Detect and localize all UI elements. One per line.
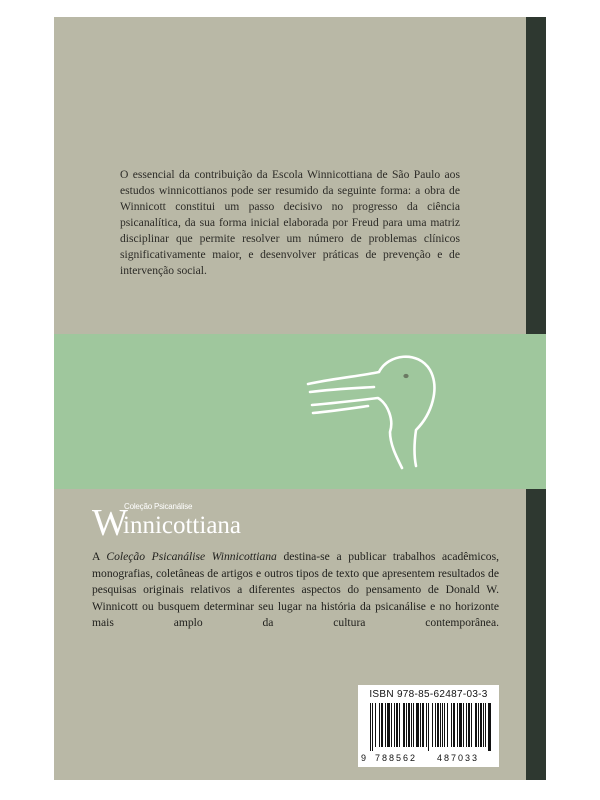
isbn-barcode	[358, 685, 499, 767]
logo-wordmark: innicottiana	[123, 512, 242, 539]
back-cover	[54, 17, 546, 780]
green-band	[54, 334, 546, 489]
collection-paragraph	[92, 549, 499, 632]
isbn-label: ISBN 978-85-62487-03-3	[369, 689, 488, 700]
logo-subtitle: Coleção Psicanálise	[124, 502, 193, 511]
logo-initial: W	[92, 502, 128, 544]
intro-paragraph: O essencial da contribuição da Escola Winnicottiana de São Paulo aos estudos winnicottianos pode ser resumido da seguinte forma: a obra de Winnicott constitui um passo decisivo no progresso da ciência psicanalítica, da sua forma inicial elaborada por Freud para uma matriz disciplinar que permite resolver um número de problemas clínicos significativamente maior, e desenvolver práticas de prevenção e de intervenção social.	[120, 168, 460, 277]
collection-prefix: A	[92, 550, 107, 563]
collection-logo	[92, 500, 332, 546]
collection-body: destina-se a publicar trabalhos acadêmicos, monografias, coletâneas de artigos e outros tipos de texto que apresentem resultados de pesquisas originais relativos a diferentes aspectos do pensamento de Donald W. Winnicott ou busquem determinar seu lugar na história da psicanálise e no horizonte mais amplo da cultura contemporânea.	[92, 550, 500, 629]
duck-rabbit-icon	[306, 348, 440, 470]
barcode-group-1: 788562	[375, 753, 418, 763]
collection-title: Coleção Psicanálise Winnicottiana	[106, 550, 277, 563]
barcode-group-2: 487033	[437, 753, 480, 763]
barcode-bars	[368, 703, 492, 751]
barcode-lead-digit: 9	[361, 753, 367, 763]
